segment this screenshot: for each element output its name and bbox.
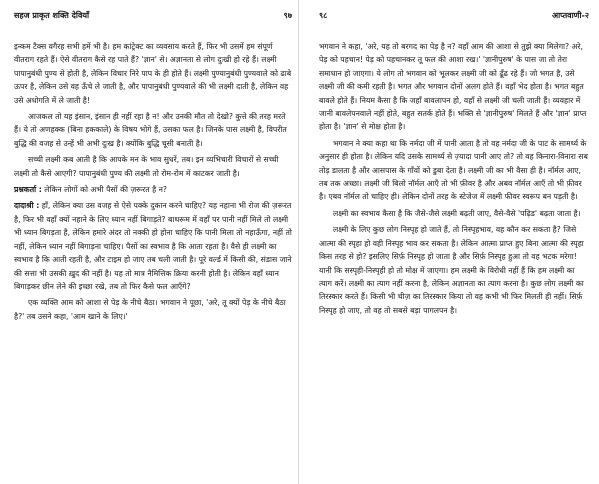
questioner-label: प्रश्नकर्ता : [14,185,42,195]
left-page-title: सहज प्राकृत शक्ति देवियाँ [14,11,90,20]
left-page-header [14,10,292,40]
paragraph: लक्ष्मी के लिए कुछ लोग निस्पृह हो जाते हैं, तो निस्पृहभाव, वह कौन कर सकता है? जिसे आत्मा की स्पृहा हो वही निस्पृह भाव कर सकता है। लेकिन आत्मा प्राप्त हुए बिना आत्मा की स्पृहा किस तरह से हो? इसलिए सिर्फ़ निस्पृह हो जाता है और सिर्फ़ निस्पृह हुआ तो वह भटक मरेगा! यानी कि सस्पृही-निस्पृही हो तो मोक्ष में जाएगा। हम लक्ष्मी के विरोधी नहीं हैं कि हम लक्ष्मी का त्याग करें। लक्ष्मी का त्याग नहीं करना है, लेकिन अज्ञानता का त्याग करना है। कुछ लोग लक्ष्मी का तिरस्कार करते हैं। किसी भी चीज़ का तिरस्कार किया तो वह कभी भी फिर मिलती ही नहीं। सिर्फ़ निस्पृह हो जाए, तो वह तो सबसे बड़ा पागलपन है। [319,225,584,315]
right-page-body [319,40,589,317]
question-paragraph [14,183,292,196]
left-page-number: ९७ [283,11,292,20]
question-text: लेकिन लोगों को अभी पैसों की ज़रूरत है न? [41,185,167,195]
answer-paragraph [14,199,292,293]
answer-text: हाँ, लेकिन क्या उस वजह से ऐसे पक्के दुकान करने चाहिए? यह नहाना भी रोज की ज़रूरत है, फिर भी वहाँ क्यों नहाने के लिए ध्यान नहीं बिगाड़ते? बाथरूम में वहाँ पर पानी नहीं मिले तो लक्ष्मी भी ध्यान बिगड़ता है, लेकिन हमारे अंदर तो नक्की हो होना चाहिए कि पानी मिला तो नहाऊँगा, नहीं तो नहीं, लेकिन ध्यान नहीं बिगाड़ना चाहिए। पैसों का स्वभाव है कि आता रहता है। वैसे ही लक्ष्मी का स्वभाव है कि आती रहती है, और टाइम हो जाए तब चली जाती है। पूरे वर्ल्ड में किसी की, संडास जाने की सत्ता भी उसकी ख़ुद की नहीं है। यह तो मात्र नैमित्तिक क्रिया करनी होती है। लेकिन वहाँ ध्यान बिगाड़कर छीन लेने की इच्छा रखे, तब तो फिर कैसे फल आएँगे? [14,201,292,291]
left-page-body [14,40,292,323]
left-page [0,0,299,484]
paragraph: लक्ष्मी का स्वभाव कैसा है कि जैसे-जैसे लक्ष्मी बढ़ती जाए, वैसे-वैसे 'पढ़िड' बढ़ता जाता है। [333,208,581,218]
dadashri-label: दादाश्री : [14,201,40,211]
paragraph: आजकल तो यह इंसान, इंसान ही नहीं रहा है न! और उनकी मौत तो देखो? कुत्ते की तरह मरते हैं। ये तो अणहक्क (बिना हककाले) के विषय भोगे हैं, उसका फल है। जिनके पास लक्ष्मी है, विपरीत बुद्धि की वजह से उन्हें भी अभी दुःख है। क्योंकि बुद्धि चूसी बनाती है। [14,112,287,148]
right-page-title: आप्तवाणी-२ [551,11,589,20]
paragraph: भगवान ने कहा, 'अरे, यह तो बरगद का पेड़ है न? वहाँ आम की आशा से तुझे क्या मिलेगा? अरे, पेड़ को पहचान! पेड़ को पहचानकर तू फल की आशा रख।' 'ज्ञानीपुरुष' के पास जा तो तेरा समाधान हो जाएगा। ये लोग तो भगवान को भूलकर लक्ष्मी जी को ढूँढ रहे हैं। जो भगत है, उसे लक्ष्मी जी की कमी रहती है। भगत और भगवान दोनों अलग होते हैं। वहाँ भेद होता है। भगत बहुत बावले होते हैं। नियम कैसा है कि जहाँ बावलापन हो, वहाँ से लक्ष्मी जी चली जाती हैं। व्यवहार में जानी बावलेपनवाले नहीं होते, बहुत सतर्क होते हैं। भक्ति से 'ज्ञानीपुरुष' मिलते हैं और 'ज्ञान' प्राप्त होता है। 'ज्ञान' से मोक्ष होता है। [319,42,587,132]
paragraph: एक व्यक्ति आम को आशा से पेड़ के नीचे बैठा। भगवान ने पूछा, 'अरे, तू क्यों पेड़ के नीचे बैठा है?' तब उसने कहा, 'आम खाने के लिए।' [14,298,286,321]
right-page-header [319,10,589,40]
paragraph: सच्ची लक्ष्मी कब आती है कि आपके मन के भाव सुधरें, तब। इन व्यभिचारी विचारों से सच्ची लक्ष्मी तो कैसे आएगी? पापानुबंधी पुण्य की लक्ष्मी तो रोम-रोम में काटकर जाती है। [14,155,279,178]
paragraph: इन्कम टैक्स वगैरह सभी हमें भी है। हम कांट्रेक्ट का व्यवसाय करते हैं, फिर भी उसमें हम संपूर्ण वीतराग रहते हैं। ऐसे वीतराग कैसे रह पाते हैं? 'ज्ञान' से। अज्ञानता से लोग दुःखी हो रहे हैं। लक्ष्मी पापानुबंधी पुण्य से होती है, लेकिन विचार निरे पाप के ही होते हैं। लक्ष्मी पुण्यानुबंधी पुण्यवाले को ढाबे ऊपर है, लेकिन उसे वह ऊँचे ले जाती है, और पापानुबंधी पुण्यवाले की भी लक्ष्मी दाती है, लेकिन वह उसे अधोगति में ले जाती है! [14,42,292,105]
paragraph: भगवान ने क्या कहा था कि नर्मदा जी में पानी आता है तो वह नर्मदा जी के पाट के सामर्थ्य के अनुसार ही होता है। लेकिन यदि उसके सामर्थ्य से ज़्यादा पानी आए तो? तो वह किनारा-विनारा सब तोड़ डालता है और आसपास के गाँवों को डुबा देता है। लक्ष्मी जी का भी वैसा ही है। नॉर्मल आए, तब तक अच्छा। लक्ष्मी जी बिलो नॉर्मल आएँ तो भी फ़ीवर है और अबव नॉर्मल आएँ तो भी फ़ीवर है। एबव नॉर्मल तो चाहिए ही। लेकिन दोनों तरह के स्टेजेज में लक्ष्मी फीवर स्वरूप बन पड़ती है। [319,138,588,202]
right-page-number: ९८ [319,11,328,20]
right-page [299,0,599,484]
